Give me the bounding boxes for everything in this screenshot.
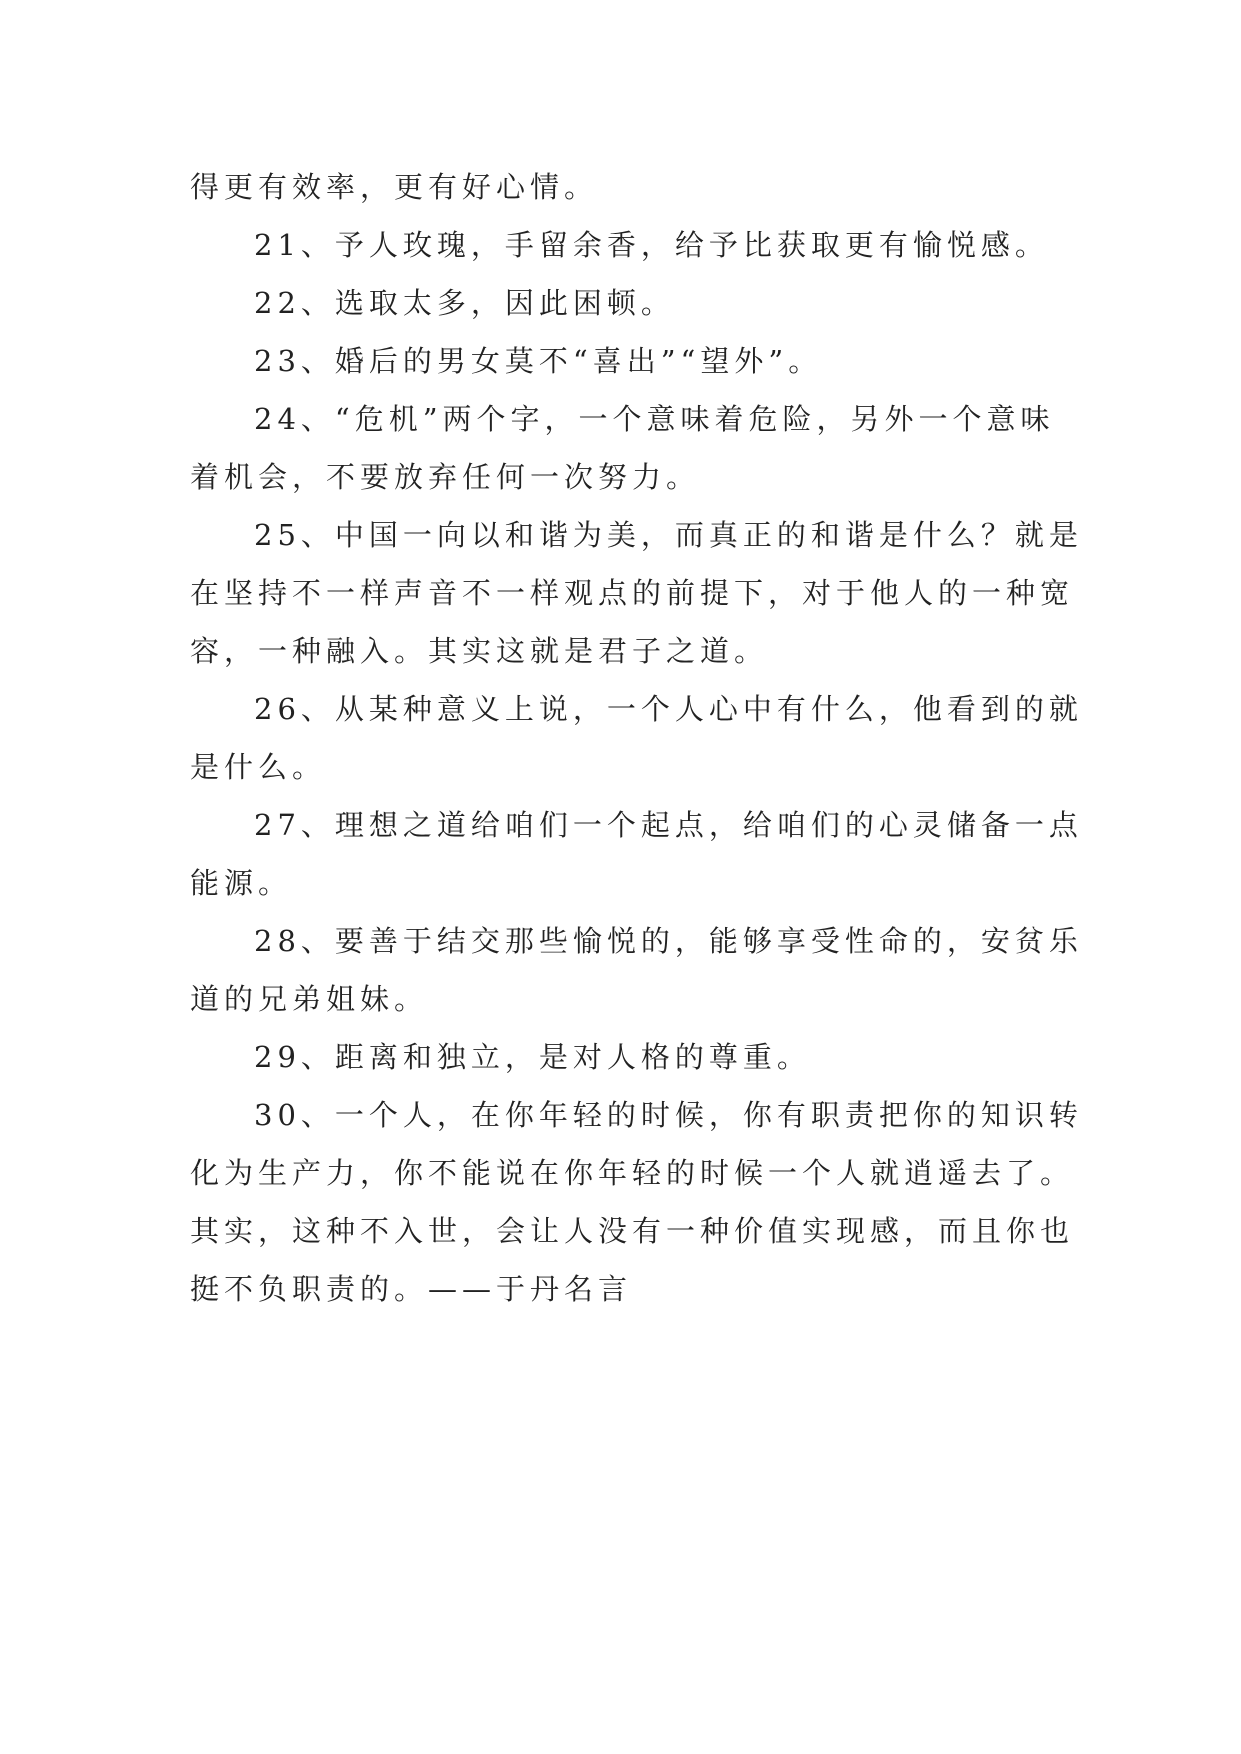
paragraph-line: 化为生产力，你不能说在你年轻的时候一个人就逍遥去了。 [190, 1156, 1075, 1190]
paragraph [190, 274, 1090, 332]
paragraph-line: 27、理想之道给咱们一个起点，给咱们的心灵储备一点 [254, 808, 1083, 842]
paragraph-line: 其实，这种不入世，会让人没有一种价值实现感，而且你也 [190, 1214, 1075, 1248]
paragraph-line: 着机会，不要放弃任何一次努力。 [190, 460, 701, 494]
document-body [190, 158, 1090, 1318]
paragraph [190, 912, 1090, 1028]
paragraph-line: 25、中国一向以和谐为美，而真正的和谐是什么？就是 [254, 518, 1083, 552]
paragraph-line: 22、选取太多，因此困顿。 [254, 286, 675, 320]
paragraph-line: 是什么。 [190, 750, 327, 784]
paragraph-line: 24、“危机”两个字，一个意味着危险，另外一个意味 [254, 402, 1055, 436]
paragraph-line: 挺不负职责的。——于丹名言 [190, 1272, 633, 1306]
paragraph-line: 21、予人玫瑰，手留余香，给予比获取更有愉悦感。 [254, 228, 1049, 262]
paragraph [190, 680, 1090, 796]
paragraph-line: 23、婚后的男女莫不“喜出”“望外”。 [254, 344, 823, 378]
paragraph [190, 332, 1090, 390]
paragraph [190, 796, 1090, 912]
paragraph [190, 506, 1090, 680]
paragraph [190, 216, 1090, 274]
paragraph [190, 1028, 1090, 1086]
paragraph [190, 390, 1090, 506]
paragraph-line: 26、从某种意义上说，一个人心中有什么，他看到的就 [254, 692, 1083, 726]
paragraph [190, 158, 1090, 216]
paragraph [190, 1086, 1090, 1318]
paragraph-line: 在坚持不一样声音不一样观点的前提下，对于他人的一种宽 [190, 576, 1075, 610]
paragraph-line: 能源。 [190, 866, 293, 900]
paragraph-line: 道的兄弟姐妹。 [190, 982, 429, 1016]
paragraph-line: 28、要善于结交那些愉悦的，能够享受性命的，安贫乐 [254, 924, 1083, 958]
paragraph-line: 容，一种融入。其实这就是君子之道。 [190, 634, 769, 668]
paragraph-line: 30、一个人，在你年轻的时候，你有职责把你的知识转 [254, 1098, 1083, 1132]
paragraph-line: 29、距离和独立，是对人格的尊重。 [254, 1040, 811, 1074]
paragraph-line: 得更有效率，更有好心情。 [190, 170, 599, 204]
